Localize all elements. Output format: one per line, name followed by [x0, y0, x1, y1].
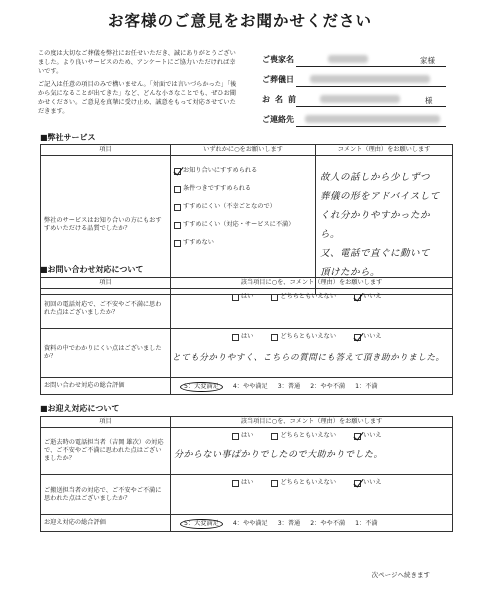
redacted-mourner — [328, 55, 368, 63]
section-inquiry-title: ■お問い合わせ対応について — [40, 265, 144, 274]
bereaved-date-label: ご葬儀日 — [262, 75, 294, 84]
option-label: はい — [241, 432, 254, 440]
contact-field[interactable] — [296, 126, 446, 127]
rating-5-selected[interactable]: 5：大変満足 — [180, 519, 223, 529]
pickup-header-answer: 該当項目に○を、コメント（理由）をお願いします — [171, 417, 453, 428]
inquiry-q2-options — [232, 333, 449, 341]
rating-options — [180, 519, 449, 529]
inquiry-q1: 初回の電話対応で、ご不安やご不満に思われた点はございましたか？ — [41, 289, 171, 329]
rating-1[interactable]: 1：不満 — [355, 520, 378, 528]
checkbox[interactable] — [232, 480, 239, 487]
handwritten-comment — [320, 168, 448, 282]
section-pickup-title: ■お迎え対応について — [40, 404, 120, 413]
option-label: どちらともいえない — [280, 293, 337, 301]
option-label: いいえ — [363, 432, 382, 440]
checkbox-checked[interactable] — [354, 433, 361, 440]
option-label: お知り合いにすすめられる — [183, 167, 258, 175]
option-label: どちらともいえない — [280, 333, 337, 341]
section-service-title: ■弊社サービス — [40, 133, 96, 142]
rating-4[interactable]: 4：やや満足 — [232, 520, 268, 528]
checkbox[interactable] — [174, 222, 181, 229]
intro-paragraph-1: この度は大切なご葬儀を弊社にお任せいただき、誠にありがとうございました。より良いサービスのため、アンケートにご協力いただければ幸いです。 — [38, 50, 236, 75]
option-label: いいえ — [363, 333, 382, 341]
option-label: 条件つきですすめられる — [183, 185, 252, 193]
inquiry-table — [40, 277, 453, 395]
option-label: はい — [241, 293, 254, 301]
option-no[interactable] — [354, 479, 382, 487]
option-label: どちらともいえない — [280, 432, 337, 440]
redacted-contact — [305, 115, 440, 123]
rating-1[interactable]: 1：不満 — [355, 383, 378, 391]
redacted-name — [320, 95, 400, 103]
inquiry-q2-answer — [171, 329, 453, 378]
pickup-q2: ご搬送担当者の対応で、ご不安やご不満に思われた点はございましたか？ — [41, 475, 171, 515]
option-yes[interactable] — [232, 432, 253, 440]
option-label: いいえ — [363, 293, 382, 301]
option-yes[interactable] — [232, 479, 253, 487]
inquiry-q2: 資料の中でわかりにくい点はございましたか？ — [41, 329, 171, 378]
option-hard-misfortune[interactable] — [174, 198, 312, 216]
option-no[interactable] — [354, 333, 382, 341]
checkbox[interactable] — [174, 204, 181, 211]
rating-2[interactable]: 2：やや不満 — [310, 383, 346, 391]
pickup-header-item: 項目 — [41, 417, 171, 428]
option-no[interactable] — [354, 293, 382, 301]
inquiry-rating-label: お問い合わせ対応の総合評価 — [41, 378, 171, 395]
rating-2[interactable]: 2：やや不満 — [310, 520, 346, 528]
intro-text — [38, 50, 238, 121]
checkbox[interactable] — [174, 186, 181, 193]
page-title: お客様のご意見をお聞かせください — [107, 12, 372, 30]
inquiry-header-answer: 該当項目に○を、コメント（理由）をお願いします — [171, 278, 453, 289]
service-header-comment: コメント（理由）をお願いします — [316, 145, 453, 156]
mourner-suffix: 家様 — [420, 56, 435, 65]
service-options — [171, 156, 316, 295]
name-suffix: 様 — [425, 96, 433, 105]
name-label: お名前 — [262, 95, 301, 104]
option-neutral[interactable] — [271, 432, 336, 440]
checkbox[interactable] — [271, 334, 278, 341]
checkbox[interactable] — [174, 240, 181, 247]
comment-line: くれ分かりやすかったから。 — [320, 210, 431, 241]
rating-3[interactable]: 3：普通 — [277, 520, 301, 528]
rating-5-selected[interactable]: 5：大変満足 — [180, 382, 223, 392]
inquiry-rating — [171, 378, 453, 395]
pickup-rating-label: お迎え対応の総合評価 — [41, 515, 171, 532]
pickup-table — [40, 416, 453, 532]
comment-line: 又、電話で直ぐに動いて — [320, 248, 431, 260]
option-neutral[interactable] — [271, 479, 336, 487]
inquiry-q1-options — [232, 293, 449, 301]
option-label: すすめにくい（不幸ごとなので） — [183, 203, 276, 211]
checkbox[interactable] — [271, 480, 278, 487]
rating-options — [180, 382, 449, 392]
mourner-label: ご喪家名 — [262, 55, 294, 64]
checkbox[interactable] — [232, 294, 239, 301]
checkbox[interactable] — [271, 433, 278, 440]
option-neutral[interactable] — [271, 333, 336, 341]
pickup-rating — [171, 515, 453, 532]
service-question: 弊社のサービスはお知り合いの方にもおすすめいただける品質でしたか？ — [41, 156, 171, 295]
mourner-field[interactable] — [296, 66, 446, 67]
checkbox[interactable] — [232, 433, 239, 440]
service-header-choice: いずれかに○をお願いします — [171, 145, 316, 156]
option-yes[interactable] — [232, 293, 253, 301]
bereaved-date-field[interactable] — [296, 86, 446, 87]
pickup-q2-options — [232, 479, 449, 487]
handwritten-comment: とても分かりやすく、こちらの質問にも答えて頂き助かりました。 — [172, 353, 445, 364]
option-not-recommend[interactable] — [174, 234, 312, 252]
service-header-item: 項目 — [41, 145, 171, 156]
checkbox[interactable] — [232, 334, 239, 341]
option-label: すすめにくい（対応・サービスに不満） — [183, 221, 295, 229]
checkbox[interactable] — [271, 294, 278, 301]
intro-paragraph-2: ご記入は任意の項目のみで構いません。「対面では言いづらかった」「後から気になることが出てきた」など、どんな小さなことでも、ぜひお聞かせください。ご意見を真摯に受け止め、誠意をもって対応させていただきます。 — [38, 80, 237, 115]
redacted-date — [310, 75, 430, 83]
comment-line: 葬儀の形をアドバイスして — [320, 191, 440, 203]
option-label: はい — [241, 479, 254, 487]
footer-continue: 次ページへ続きます — [371, 571, 430, 579]
option-label: すすめない — [183, 239, 214, 247]
option-conditional[interactable] — [174, 180, 312, 198]
rating-3[interactable]: 3：普通 — [277, 383, 301, 391]
inquiry-q1-answer — [171, 289, 453, 329]
option-no[interactable] — [354, 432, 382, 440]
option-label: どちらともいえない — [280, 479, 337, 487]
pickup-q1: ご逝去時の電話担当者（吉岡 雄次）の対応で、ご不安やご不満に思われた点はございましたか？ — [41, 428, 171, 475]
contact-label: ご連絡先 — [262, 115, 294, 124]
checkbox-checked[interactable] — [174, 168, 181, 175]
name-field[interactable] — [296, 106, 446, 107]
option-neutral[interactable] — [271, 293, 336, 301]
service-comment[interactable] — [316, 156, 453, 295]
checkbox-checked[interactable] — [354, 334, 361, 341]
comment-line: 頂けたから。 — [320, 267, 381, 279]
option-label: いいえ — [363, 479, 382, 487]
checkbox-checked[interactable] — [354, 294, 361, 301]
rating-4[interactable]: 4：やや満足 — [232, 383, 268, 391]
pickup-q1-options — [232, 432, 449, 440]
option-label: はい — [241, 333, 254, 341]
handwritten-comment: 分からない事ばかりでしたので大助かりでした。 — [174, 450, 384, 461]
option-hard-dissatisfied[interactable] — [174, 216, 312, 234]
pickup-q2-answer — [171, 475, 453, 515]
option-recommend[interactable] — [174, 162, 312, 180]
checkbox-checked[interactable] — [354, 480, 361, 487]
inquiry-header-item: 項目 — [41, 278, 171, 289]
option-yes[interactable] — [232, 333, 253, 341]
pickup-q1-answer — [171, 428, 453, 475]
comment-line: 故人の話しから少しずつ — [320, 172, 431, 184]
